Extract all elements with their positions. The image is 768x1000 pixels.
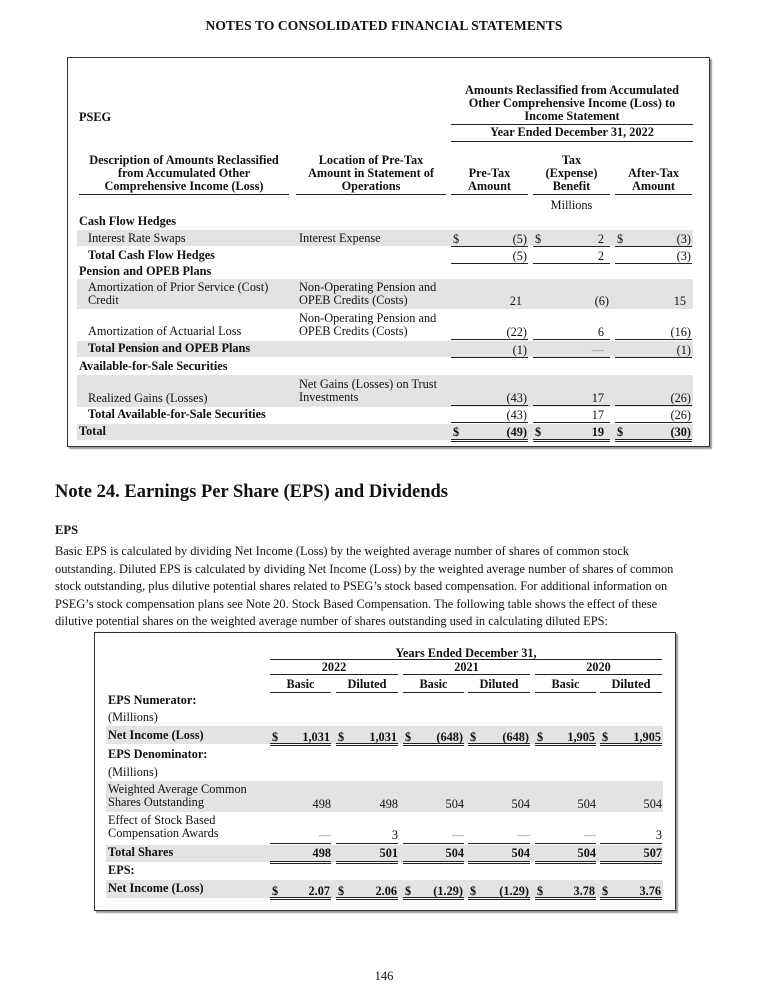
- total-pension-opeb: Total Pension and OPEB Plans: [88, 341, 251, 355]
- page-number: 146: [374, 969, 394, 983]
- eps-paragraph: Basic EPS is calculated by dividing Net Income (Loss) by the weighted average number of shares of common stock outstanding. Diluted EPS is calculated by dividing Net Income (Loss) by the weighted average number of shares of common stock outstanding, plus dilutive potential shares related to PSEG’s stock based compensation. For additional information on PSEG’s stock compensation plans see Note 20. Stock Based Compensation. The following table shows the effect of these dilutive potential shares on the weighted average number of shares outstanding used in calculating diluted EPS:: [55, 544, 674, 629]
- eps-subtitle: EPS: [55, 523, 79, 537]
- page-header: NOTES TO CONSOLIDATED FINANCIAL STATEMENTS: [205, 18, 563, 33]
- col-header-description: Description of Amounts Reclassified from Accumulated Other Comprehensive Income (Loss): [79, 154, 289, 195]
- total-row-label: Total: [79, 424, 106, 438]
- section-cash-flow-hedges: Cash Flow Hedges: [79, 214, 177, 228]
- entity-label: PSEG: [79, 110, 112, 124]
- eps-denominator-label: EPS Denominator:: [108, 747, 208, 761]
- years-ended-header: Years Ended December 31,: [395, 646, 537, 660]
- section-available-for-sale: Available-for-Sale Securities: [79, 359, 228, 373]
- period-header: Year Ended December 31, 2022: [490, 125, 654, 139]
- eps-label: EPS:: [108, 863, 135, 877]
- col-header-pretax: Pre-Tax Amount: [451, 167, 528, 195]
- section-pension-opeb: Pension and OPEB Plans: [79, 264, 212, 278]
- col-header-tax: Tax (Expense) Benefit: [533, 154, 610, 195]
- units-label: Millions: [550, 198, 593, 212]
- col-header-location: Location of Pre-Tax Amount in Statement of Operations: [296, 154, 446, 195]
- eps-numerator-label: EPS Numerator:: [108, 693, 197, 707]
- col-header-aftertax: After-Tax Amount: [615, 167, 692, 195]
- note-24-title: Note 24. Earnings Per Share (EPS) and Dividends: [55, 482, 448, 502]
- group-header: Amounts Reclassified from Accumulated Other Comprehensive Income (Loss) to Income Statement: [465, 83, 679, 123]
- total-available-for-sale: Total Available-for-Sale Securities: [88, 407, 266, 421]
- total-cash-flow-hedges: Total Cash Flow Hedges: [88, 248, 215, 262]
